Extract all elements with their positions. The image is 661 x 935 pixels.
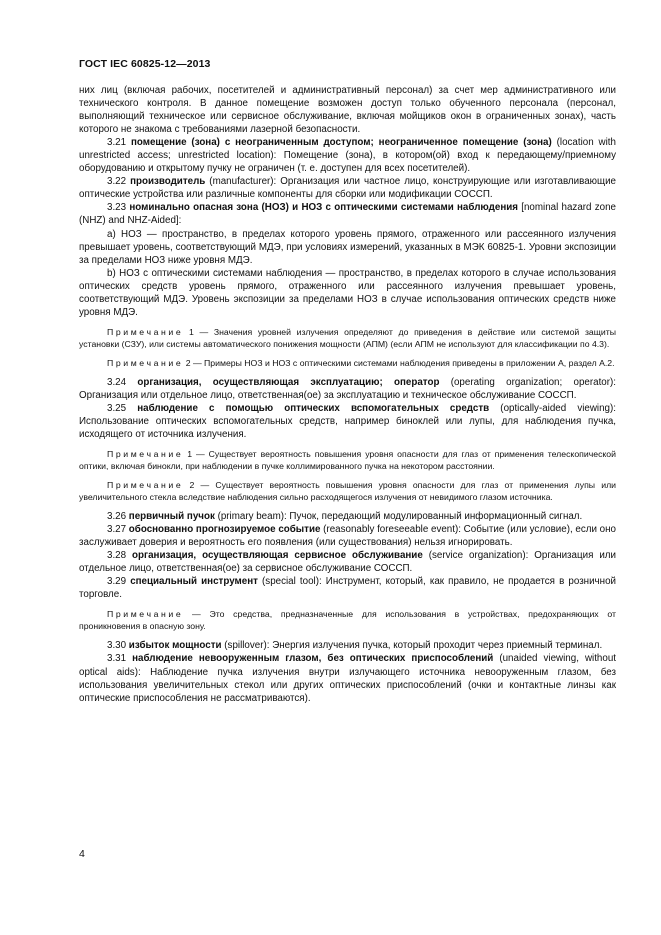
note-4 [79, 479, 616, 503]
definition-3-28 [79, 549, 616, 575]
definition-number: 3.22 [107, 176, 131, 188]
definition-3-31 [79, 652, 616, 704]
note-text: — Существует вероятность повышения уровня опасности для глаз от применения лупы или увеличительного стекла вследствие наблюдения сильно расходящегося излучения от невидимого глазом источника. [79, 480, 616, 503]
definition-number: 3.26 [107, 511, 129, 523]
document-page [79, 58, 616, 705]
definition-term: наблюдение с помощью оптических вспомогательных средств [137, 402, 490, 414]
note-2 [79, 357, 616, 369]
definition-text: (reasonably foreseeable event): Событие (или условие), если оно заслуживает доверия и вероятность его появления (или существования) нельзя игнорировать. [79, 524, 616, 549]
note-label: Примечание [107, 609, 184, 620]
definition-number: 3.29 [107, 576, 131, 588]
note-label: Примечание [107, 480, 184, 491]
definition-term: производитель [130, 176, 206, 188]
page-header: ГОСТ IEC 60825-12—2013 [79, 58, 211, 70]
definition-text: (manufacturer): Организация или частное лицо, конструирующие или изготавливающие оптические устройства или различные компоненты для сборки или модификации СОССП. [79, 176, 616, 201]
definition-term: наблюдение невооруженным глазом, без оптических приспособлений [132, 653, 494, 665]
definition-term: организация, осуществляющая сервисное обслуживание [132, 550, 423, 562]
definition-text: (optically-aided viewing): Использование оптических вспомогательных средств, например биноклей или лупы, для наблюдения пучка, исходящего от источника излучения. [79, 402, 616, 441]
definition-term: номинально опасная зона (НОЗ) и НОЗ с оптическими системами наблюдения [129, 202, 518, 214]
note-number: 2 [183, 357, 191, 368]
definition-term: специальный инструмент [130, 576, 258, 588]
page-number: 4 [79, 848, 85, 860]
definition-number: 3.28 [107, 550, 133, 562]
definition-3-23-a: a) НОЗ — пространство, в пределах которого уровень прямого, отраженного или рассеянного излучения превышает уровень, соответствующий МДЭ, при условиях измерений, указанных в МЭК 60825-1. Уровни экспозиции за пределами НОЗ ниже уровня МДЭ. [79, 228, 616, 266]
definition-text: (location with unrestricted access; unrestricted location): Помещение (зона), в котором(ой) вход к передающему/приемному оборудованию и открытому пучку не ограничен (т. е. доступен для всех посетителей). [79, 137, 616, 175]
definition-text: (unaided viewing, without optical aids): Наблюдение пучка излучения внутри излучающего источника невооруженным глазом, без использования увеличительных стекол или других оптических приспособлений (очки и контактные линзы как оптические приспособления не рассматриваются). [79, 653, 616, 704]
note-label: Примечание [107, 326, 184, 337]
note-1 [79, 326, 616, 350]
definition-3-30 [79, 639, 616, 652]
definition-number: 3.27 [107, 524, 129, 536]
definition-text: (primary beam): Пучок, передающий модулированный информационный сигнал. [214, 511, 583, 523]
definition-3-27 [79, 523, 616, 549]
definition-number: 3.31 [107, 653, 133, 665]
note-number: 1 [183, 449, 193, 460]
definition-number: 3.21 [107, 137, 131, 149]
note-text: — Существует вероятность повышения уровня опасности для глаз от применения телескопической оптики, включая бинокли, при наблюдении в пучке коллимированного пучка на некотором расстоянии. [79, 449, 616, 472]
note-number: 2 [183, 480, 195, 491]
definition-3-21 [79, 136, 616, 175]
definition-3-22 [79, 175, 616, 201]
definition-term: организация, осуществляющая эксплуатацию; оператор [137, 376, 440, 388]
definition-3-29 [79, 575, 616, 601]
note-text: — Значения уровней излучения определяют до приведения в действие или системой защиты установки (СЗУ), или системы автоматического понижения мощности (АПМ) (если АПМ не используют для классификации по 4.3). [79, 326, 616, 349]
definition-number: 3.23 [107, 202, 130, 214]
definition-text: [nominal hazard zone (NHZ) and NHZ-Aided]: [79, 202, 616, 227]
note-text: — Примеры НОЗ и НОЗ с оптическими системами наблюдения приведены в приложении А, раздел А.2. [190, 357, 615, 368]
note-3 [79, 448, 616, 472]
paragraph-continuation: них лиц (включая рабочих, посетителей и административный персонал) за счет мер административного или технического контроля. В данное помещение возможен доступ только обученного персонала (персонал, выполняющий техническое или сервисное обслуживание, включая мойщиков окон в ограниченных зонах), часть которого не знакома с требованиями лазерной безопасности. [79, 85, 616, 136]
definition-number: 3.24 [107, 376, 138, 388]
definition-term: избыток мощности [128, 640, 222, 652]
definition-text: (special tool): Инструмент, который, как правило, не продается в розничной торговле. [79, 576, 616, 601]
definition-text: (service organization): Организация или отдельное лицо, ответственная(ое) за сервисное обслуживание СОССП. [79, 550, 616, 575]
note-text: — Это средства, предназначенные для использования в устройствах, предохраняющих от проникновения в опасную зону. [79, 609, 616, 632]
definition-term: первичный пучок [128, 511, 215, 523]
definition-text: (spillover): Энергия излучения пучка, который проходит через приемный терминал. [221, 640, 603, 652]
definition-number: 3.30 [107, 640, 129, 652]
definition-term: обоснованно прогнозируемое событие [128, 524, 321, 536]
definition-text: (operating organization; operator): Организация или отдельное лицо, ответственная(ое) за эксплуатацию и техническое обслуживание СОССП. [79, 376, 616, 401]
definition-3-23-b: b) НОЗ с оптическими системами наблюдения — пространство, в пределах которого в случае использования оптических средств уровень прямого, отраженного или рассеянного излучения превышает уровень, соответствующий МДЭ. Уровень экспозиции за пределами НОЗ в случае использования оптических средств ниже уровня МДЭ. [79, 267, 616, 318]
definition-3-24 [79, 376, 616, 402]
note-number: 1 [183, 326, 194, 337]
definition-3-25 [79, 402, 616, 441]
definition-number: 3.25 [107, 402, 138, 414]
note-5 [79, 608, 616, 632]
note-label: Примечание [107, 357, 184, 368]
definition-3-23 [79, 201, 616, 227]
definition-term: помещение (зона) с неограниченным доступом; неограниченное помещение (зона) [130, 137, 552, 149]
definition-3-26 [79, 510, 616, 523]
note-label: Примечание [107, 449, 184, 460]
